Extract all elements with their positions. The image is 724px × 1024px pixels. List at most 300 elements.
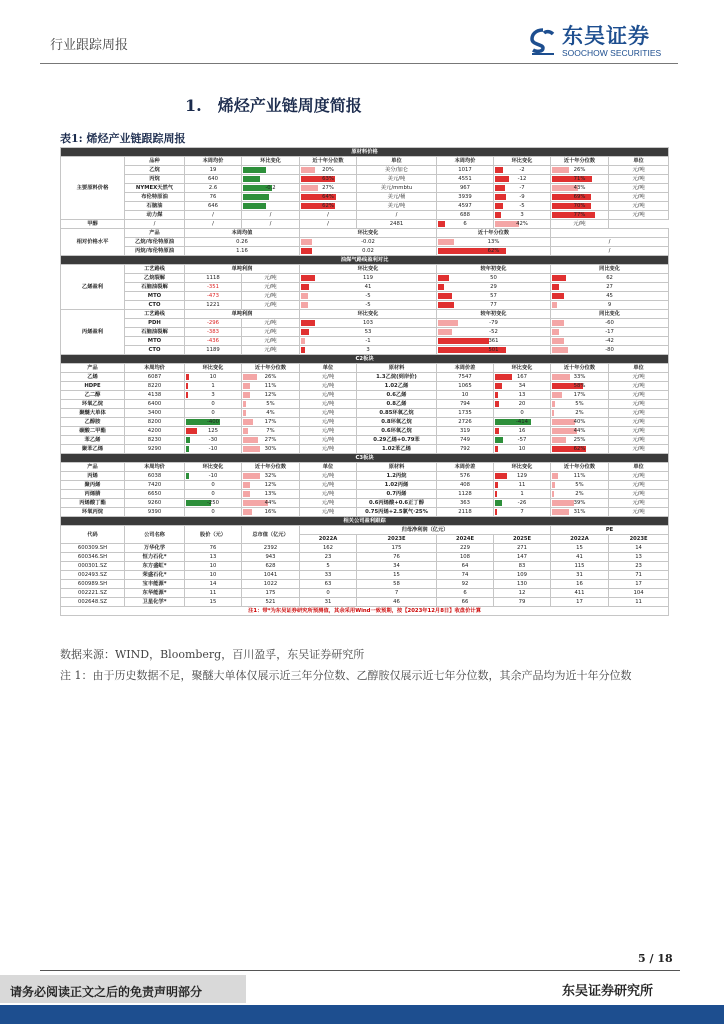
table-cell xyxy=(357,481,437,490)
table-cell xyxy=(61,571,125,580)
cell-value: 元/吨 xyxy=(573,221,586,227)
cell-value: 0 xyxy=(211,509,215,515)
cell-value: 1 xyxy=(211,383,215,389)
cell-value: 792 xyxy=(459,446,471,452)
magnitude-bar xyxy=(438,284,444,290)
table-cell xyxy=(437,184,494,193)
cell-value: 单位 xyxy=(322,365,334,371)
cell-value: 品种 xyxy=(149,158,160,164)
table-cell xyxy=(61,463,125,472)
table-cell xyxy=(61,490,125,499)
cell-value: 2022A xyxy=(318,536,338,542)
cell-value: 环比变化 xyxy=(511,365,533,371)
table-cell xyxy=(551,445,609,454)
table-cell xyxy=(242,301,300,310)
table-cell xyxy=(125,364,185,373)
cell-value: 东华能源* xyxy=(142,590,167,596)
cell-value: 本周价差 xyxy=(454,464,476,470)
table-cell xyxy=(300,346,437,355)
cell-value: 1065 xyxy=(458,383,472,389)
cell-value: / xyxy=(608,239,611,245)
cell-value: 62% xyxy=(573,446,586,452)
table-cell xyxy=(551,310,669,319)
cell-value: 荣盛石化* xyxy=(142,572,167,578)
magnitude-bar xyxy=(243,383,250,389)
cell-value: 1221 xyxy=(206,302,220,308)
cell-value: 元/吨 xyxy=(264,338,277,344)
table-cell xyxy=(125,157,185,166)
table-row xyxy=(61,544,669,553)
cell-value: 元/吨 xyxy=(321,401,335,407)
table-cell xyxy=(357,373,437,382)
table-cell xyxy=(300,445,357,454)
table-cell xyxy=(125,526,185,544)
cell-value: -52 xyxy=(489,329,498,335)
magnitude-bar xyxy=(495,392,498,398)
cell-value: 乙烷/布伦特原油 xyxy=(134,239,174,245)
cell-value: 5 xyxy=(326,563,330,569)
page-number: 5 / 18 xyxy=(638,952,673,965)
table-cell xyxy=(609,508,669,517)
cell-value: 14 xyxy=(635,545,642,551)
table-cell xyxy=(125,490,185,499)
cell-value: 1735 xyxy=(458,410,472,416)
magnitude-bar xyxy=(495,401,499,407)
table-cell xyxy=(609,175,669,184)
cell-value: 64 xyxy=(461,563,469,569)
cell-value: 元/吨 xyxy=(632,419,645,425)
magnitude-bar xyxy=(552,401,555,407)
magnitude-bar xyxy=(552,491,554,497)
magnitude-bar xyxy=(495,491,497,497)
magnitude-bar xyxy=(552,473,558,479)
cell-value: 美分/加仑 xyxy=(385,167,408,173)
cell-value: 002221.SZ xyxy=(78,590,107,596)
cell-value: -30 xyxy=(208,437,218,443)
cell-value: 元/吨 xyxy=(632,392,645,398)
table-cell xyxy=(300,247,437,256)
table-cell xyxy=(357,472,437,481)
table-row xyxy=(61,436,669,445)
table-cell xyxy=(242,445,300,454)
table-cell xyxy=(300,175,357,184)
cell-value: 1.2丙烷 xyxy=(386,473,407,479)
table-cell xyxy=(125,463,185,472)
table-cell xyxy=(125,400,185,409)
cell-value: 环比变化 xyxy=(202,464,224,470)
cell-value: 近十年分位数 xyxy=(563,158,596,164)
cell-value: 碳酸二甲酯 xyxy=(79,428,106,434)
cell-value: 175 xyxy=(391,545,402,551)
table-cell xyxy=(125,580,185,589)
cell-value: 环比变化 xyxy=(260,158,281,164)
table-cell xyxy=(185,400,242,409)
cell-value: 64% xyxy=(322,194,334,200)
magnitude-bar xyxy=(495,428,499,434)
table-cell xyxy=(609,436,669,445)
magnitude-bar xyxy=(495,473,507,479)
cell-value: / xyxy=(327,212,329,218)
table-row xyxy=(61,499,669,508)
cell-value: 646 xyxy=(207,203,219,209)
cell-value: 7 xyxy=(394,590,399,596)
cell-value: 乙烷裂解 xyxy=(143,275,166,281)
cell-value: 美元/mmbtu xyxy=(380,185,413,191)
cell-value: MTO xyxy=(147,293,162,299)
cell-value: 628 xyxy=(265,563,276,569)
cell-value: 0.29乙烯+0.79苯 xyxy=(373,437,420,443)
cell-value: 1022 xyxy=(263,581,278,587)
cell-value: 17 xyxy=(576,599,583,605)
cell-value: 近十年分位数 xyxy=(312,158,344,164)
cell-value: 62 xyxy=(606,275,613,281)
cell-value: 10 xyxy=(209,563,217,569)
table-cell xyxy=(437,499,494,508)
cell-value: C2板块 xyxy=(355,356,374,362)
table-row xyxy=(61,589,669,598)
table-cell xyxy=(551,508,609,517)
cell-value: -60 xyxy=(605,320,614,326)
cell-value: 2% xyxy=(575,491,584,497)
table-cell xyxy=(609,445,669,454)
magnitude-bar xyxy=(552,410,554,416)
table-cell xyxy=(494,481,551,490)
table-cell xyxy=(551,418,609,427)
magnitude-bar xyxy=(243,428,248,434)
table-footnote-row xyxy=(61,607,669,616)
table-cell xyxy=(61,436,125,445)
table-row xyxy=(61,445,669,454)
cell-value: -42 xyxy=(605,338,614,344)
cell-value: / xyxy=(212,221,214,227)
cell-value: 640 xyxy=(207,176,219,182)
table-cell xyxy=(437,508,494,517)
table-cell xyxy=(551,427,609,436)
table-cell xyxy=(185,337,242,346)
cell-value: 27% xyxy=(264,437,277,443)
table-cell xyxy=(300,373,357,382)
cell-value: 13 xyxy=(518,392,526,398)
magnitude-bar xyxy=(552,338,564,344)
cell-value: C3板块 xyxy=(355,455,374,461)
cell-value: 聚醚大单体 xyxy=(79,410,106,416)
table-cell xyxy=(437,166,494,175)
cell-value: 7420 xyxy=(147,482,162,488)
footer-firm-name: 东吴证券研究所 xyxy=(562,984,654,999)
table-cell xyxy=(437,544,494,553)
table-cell xyxy=(125,598,185,607)
magnitude-bar xyxy=(495,203,503,209)
table-cell xyxy=(609,382,669,391)
table-cell xyxy=(125,409,185,418)
table-cell xyxy=(494,535,551,544)
table-cell xyxy=(300,319,437,328)
table-cell xyxy=(61,364,125,373)
table-cell xyxy=(61,598,125,607)
table-cell xyxy=(357,427,437,436)
cell-value: 元/吨 xyxy=(632,509,645,515)
table-cell xyxy=(551,535,609,544)
table-cell xyxy=(242,472,300,481)
cell-value: CTO xyxy=(148,347,161,353)
table-cell xyxy=(437,481,494,490)
cell-value: 30% xyxy=(264,446,277,452)
table-cell xyxy=(551,499,609,508)
table-cell xyxy=(242,157,300,166)
cell-value: 13% xyxy=(264,491,277,497)
cell-value: 34 xyxy=(393,563,400,569)
cell-value: 原材料 xyxy=(388,464,405,470)
table-row xyxy=(61,184,669,193)
magnitude-bar xyxy=(495,482,498,488)
table-row xyxy=(61,283,669,292)
table-cell xyxy=(125,247,185,256)
cell-value: 271 xyxy=(516,545,528,551)
cell-value: 元/吨 xyxy=(321,374,335,380)
table-row xyxy=(61,265,669,274)
table-cell xyxy=(357,391,437,400)
cell-value: 13 xyxy=(209,554,217,560)
table-cell xyxy=(242,184,300,193)
cell-value: 688 xyxy=(459,212,471,218)
cell-value: 57 xyxy=(490,293,497,299)
cell-value: 环比变化 xyxy=(357,230,379,236)
table-cell xyxy=(300,184,357,193)
table-cell xyxy=(242,337,300,346)
table-cell xyxy=(61,553,125,562)
table-cell xyxy=(300,382,357,391)
cell-value: 乙烷 xyxy=(149,167,160,173)
cell-value: MTO xyxy=(147,338,162,344)
logo-mark-icon xyxy=(530,28,556,56)
table-row xyxy=(61,454,669,463)
table-cell xyxy=(437,220,494,229)
table-cell xyxy=(125,472,185,481)
cell-value: 63 xyxy=(324,581,332,587)
cell-value: 丙烯酸丁酯 xyxy=(79,500,106,506)
cell-value: 319 xyxy=(459,428,471,434)
cell-value: 卫星化学* xyxy=(142,599,167,605)
table-cell xyxy=(125,553,185,562)
cell-value: 14 xyxy=(209,581,217,587)
table-cell xyxy=(242,499,300,508)
cell-value: -5 xyxy=(365,302,371,308)
cell-value: 近十年分位数 xyxy=(254,464,287,470)
cell-value: 元/吨 xyxy=(632,446,645,452)
table-cell xyxy=(185,589,242,598)
footer-divider xyxy=(40,970,680,971)
table-cell xyxy=(242,319,300,328)
table-cell xyxy=(125,229,185,238)
table-cell xyxy=(357,463,437,472)
table-cell xyxy=(300,391,357,400)
table-cell xyxy=(185,562,242,571)
table-cell xyxy=(437,157,494,166)
table-cell xyxy=(437,319,551,328)
table-cell xyxy=(125,391,185,400)
cell-value: 丙烯 xyxy=(87,473,98,479)
table-cell xyxy=(609,490,669,499)
magnitude-bar xyxy=(301,284,309,290)
cell-value: 0 xyxy=(211,482,215,488)
cell-value: 103 xyxy=(362,320,374,326)
cell-value: 7 xyxy=(520,509,524,515)
cell-value: 16 xyxy=(576,581,583,587)
cell-value: 元/吨 xyxy=(321,509,335,515)
cell-value: 46 xyxy=(393,599,400,605)
table-cell xyxy=(357,490,437,499)
table-cell xyxy=(494,184,551,193)
table-cell xyxy=(185,220,242,229)
table-cell xyxy=(125,265,185,274)
table-cell xyxy=(125,337,185,346)
table-cell xyxy=(609,589,669,598)
table-cell xyxy=(242,373,300,382)
cell-value: -250 xyxy=(206,500,220,506)
table-cell xyxy=(494,175,551,184)
cell-value: 115 xyxy=(574,563,585,569)
table-cell xyxy=(61,409,125,418)
cell-value: 76 xyxy=(393,554,400,560)
table-cell xyxy=(185,445,242,454)
table-cell xyxy=(125,310,185,319)
table-cell xyxy=(185,364,242,373)
table-cell xyxy=(609,544,669,553)
table-cell xyxy=(185,202,242,211)
cell-value: 26% xyxy=(573,167,586,173)
cell-value: 同比变化 xyxy=(599,266,620,272)
table-cell xyxy=(357,193,437,202)
cell-value: 62% xyxy=(322,203,334,209)
table-cell xyxy=(551,526,669,535)
cell-value: 0 xyxy=(520,410,524,416)
cell-value: 31 xyxy=(576,572,583,578)
table-cell xyxy=(125,175,185,184)
cell-value: 45 xyxy=(606,293,613,299)
magnitude-bar xyxy=(438,302,454,308)
table-cell xyxy=(494,472,551,481)
table-cell xyxy=(300,544,357,553)
table-cell xyxy=(609,211,669,220)
cell-value: 31% xyxy=(573,509,586,515)
table-cell xyxy=(551,301,669,310)
cell-value: 33% xyxy=(573,374,586,380)
table-cell xyxy=(494,409,551,418)
cell-value: 元/吨 xyxy=(264,320,277,326)
cell-value: 环氧丙烷 xyxy=(81,509,104,515)
table-cell xyxy=(357,499,437,508)
magnitude-bar xyxy=(186,428,197,434)
cell-value: 工艺路线 xyxy=(144,266,165,272)
data-source: 数据来源：WIND，Bloomberg，百川盈孚，东吴证券研究所 xyxy=(60,648,365,661)
table-cell xyxy=(242,481,300,490)
cell-value: 76 xyxy=(209,194,217,200)
table-cell xyxy=(551,274,669,283)
cell-value: 石脑油裂解 xyxy=(141,284,168,290)
table-cell xyxy=(185,247,300,256)
table-cell xyxy=(300,589,357,598)
cell-value: 动力煤 xyxy=(146,212,163,218)
table-cell xyxy=(185,508,242,517)
cell-value: 77% xyxy=(573,212,586,218)
magnitude-bar xyxy=(243,167,266,173)
cell-value: 相对价格水平 xyxy=(76,239,109,245)
table-cell xyxy=(494,598,551,607)
table-cell xyxy=(300,310,437,319)
cell-value: 4551 xyxy=(458,176,472,182)
cell-value: 元/吨 xyxy=(321,473,335,479)
table-cell xyxy=(185,310,300,319)
table-cell xyxy=(300,202,357,211)
cell-value: 元/吨 xyxy=(632,167,645,173)
table-cell xyxy=(185,301,242,310)
cell-value: 乙二醇 xyxy=(84,392,101,398)
table-cell xyxy=(437,328,551,337)
cell-value: 环比变化 xyxy=(357,266,379,272)
table-cell xyxy=(551,202,609,211)
table-cell xyxy=(357,535,437,544)
table-cell xyxy=(494,499,551,508)
cell-value: 2392 xyxy=(263,545,278,551)
table-cell xyxy=(185,184,242,193)
cell-value: 代码 xyxy=(87,531,98,538)
magnitude-bar xyxy=(552,302,557,308)
table-cell xyxy=(61,526,125,544)
cell-value: / xyxy=(269,212,272,218)
table-row xyxy=(61,319,669,328)
table-row xyxy=(61,409,669,418)
table-title: 表1: 烯烃产业链跟踪周报 xyxy=(60,132,186,145)
table-cell xyxy=(609,571,669,580)
table-row xyxy=(61,517,669,526)
cell-value: 66 xyxy=(461,599,469,605)
table-cell xyxy=(242,418,300,427)
table-cell xyxy=(242,382,300,391)
cell-value: 元/吨 xyxy=(632,203,645,209)
table-cell xyxy=(494,373,551,382)
cell-value: 较年初变化 xyxy=(480,266,507,272)
cell-value: 39% xyxy=(573,500,586,506)
cell-value: 74 xyxy=(461,572,469,578)
magnitude-bar xyxy=(243,410,246,416)
table-cell xyxy=(437,310,551,319)
cell-value: 5% xyxy=(266,401,275,407)
magnitude-bar xyxy=(552,284,559,290)
cell-value: 71% xyxy=(573,176,586,182)
cell-value: 元/吨 xyxy=(632,374,645,380)
cell-value: 62% xyxy=(487,248,500,254)
cell-value: 967 xyxy=(459,185,471,191)
cell-value: -10 xyxy=(208,473,218,479)
table-cell xyxy=(437,202,494,211)
table-row xyxy=(61,382,669,391)
cell-value: 600309.SH xyxy=(77,545,108,551)
table-row xyxy=(61,211,669,220)
magnitude-bar xyxy=(438,221,445,227)
table-cell xyxy=(494,463,551,472)
cell-value: 元/吨 xyxy=(321,482,335,488)
cell-value: 501 xyxy=(488,347,499,353)
cell-value: 6 xyxy=(463,590,467,596)
cell-value: 主要原料价格 xyxy=(76,185,109,191)
table-cell xyxy=(125,319,185,328)
section-title: 1. 烯烃产业链周度简报 xyxy=(185,96,362,115)
cell-value: 000301.SZ xyxy=(78,563,107,569)
table-cell xyxy=(300,526,551,535)
table-cell xyxy=(125,544,185,553)
table-cell xyxy=(609,598,669,607)
table-cell xyxy=(61,391,125,400)
